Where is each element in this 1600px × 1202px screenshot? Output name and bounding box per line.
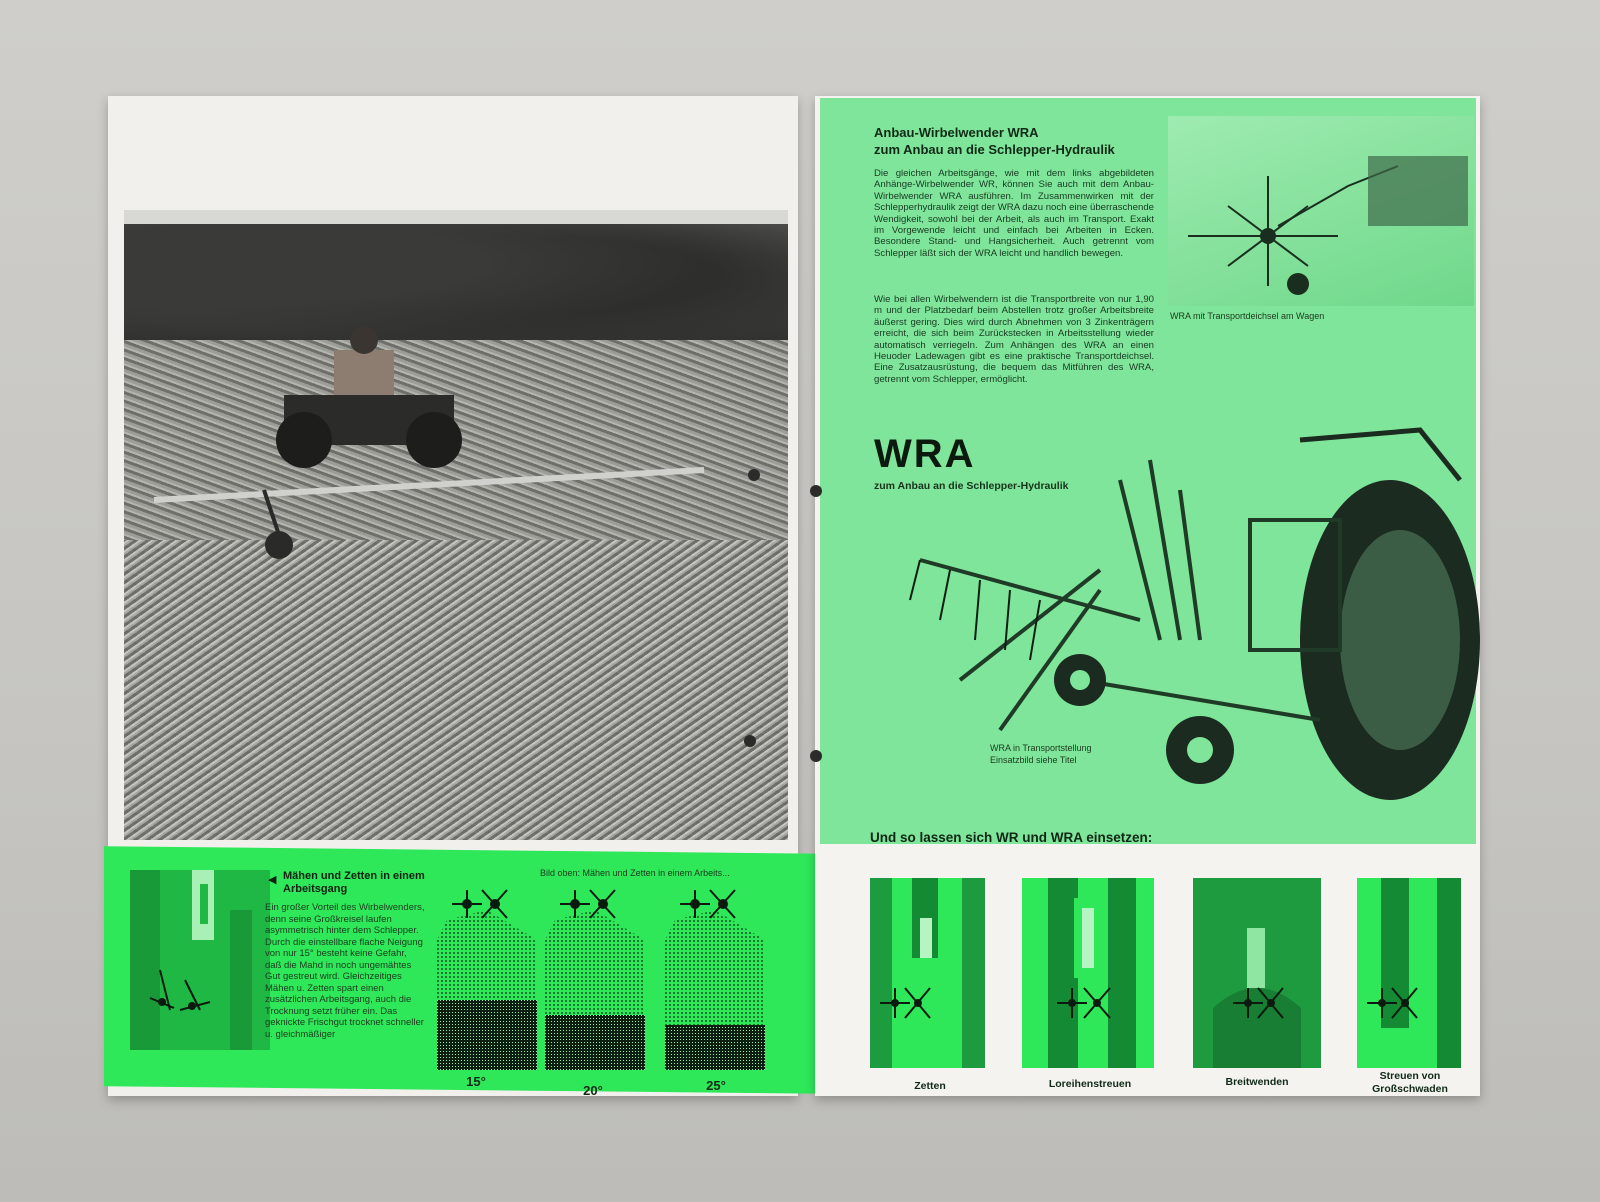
product-title: WRA	[874, 432, 976, 476]
mode-label-streuen-line-2: Großschwaden	[1372, 1083, 1448, 1095]
tractor-photo	[124, 210, 788, 840]
mode-label-zetten	[880, 1080, 980, 1093]
mode-panel-breitwenden	[1193, 878, 1321, 1068]
mode-panel-streuen-grossschwaden	[1357, 878, 1461, 1068]
photo-caption: Bild oben: Mähen und Zetten in einem Arbeits...	[540, 868, 730, 878]
mode-label-zetten-text: Zetten	[914, 1080, 946, 1092]
mowing-heading: Mähen und Zetten in einem Arbeitsgang	[283, 870, 425, 895]
headline-line-1: Anbau-Wirbelwender WRA	[874, 125, 1039, 140]
product-subtitle: zum Anbau an die Schlepper-Hydraulik	[874, 480, 1069, 492]
punch-hole	[748, 469, 760, 481]
mode-label-streuen-line-1: Streuen von	[1379, 1070, 1441, 1082]
body-paragraph-2: Wie bei allen Wirbelwendern ist die Transportbreite von nur 1,90 m und der Platzbedarf beim Abstellen trotz großer Arbeitsbreite äußerst gering. Dies wird durch Abnehmen von 3 Zinkenträgern erreicht, die sich beim Zurückstecken in Arbeitsstellung wieder automatisch verriegeln. Zum Anhängen des WRA an einen Heuoder Ladewagen gibt es eine praktische Transportdeichsel. Eine Zusatzausrüstung, die bequem das Mitführen des WRA, getrennt vom Schlepper, ermöglicht.	[874, 294, 1154, 385]
angle-diagram-25	[665, 880, 775, 1080]
punch-hole	[744, 735, 756, 747]
mowing-section	[265, 870, 425, 1040]
mowing-text: Ein großer Vorteil des Wirbelwenders, denn seine Großkreisel laufen asymmetrisch hinter dem Schlepper. Durch die einstellbare flache Neigung von nur 15° besteht keine Gefahr, daß die Mahd in noch ungemähtes Gut gestreut wird. Gleichzeitiges Mähen u. Zetten spart einen zusätzlichen Arbeitsgang, auch die Trocknung setzt früher ein. Das geknickte Frischgut trocknet schneller u. gleichmäßiger	[265, 902, 425, 1040]
rake-arms	[144, 440, 764, 560]
pivot-diagram	[130, 870, 270, 1050]
machine-drawing	[880, 420, 1480, 820]
inset-photo	[1168, 116, 1474, 306]
machine-caption-line-2: Einsatzbild siehe Titel	[990, 755, 1077, 765]
angle-label-20: 20°	[583, 1083, 603, 1098]
mode-panel-zetten	[870, 878, 985, 1068]
punch-hole	[810, 750, 822, 762]
inset-caption: WRA mit Transportdeichsel am Wagen	[1170, 311, 1325, 321]
mode-panel-loreihenstreuen	[1022, 878, 1154, 1068]
mode-label-streuen	[1350, 1070, 1470, 1096]
angle-label-15: 15°	[466, 1074, 486, 1089]
punch-hole	[810, 485, 822, 497]
machine-caption-line-1: WRA in Transportstellung	[990, 743, 1092, 753]
angle-diagram-15	[437, 880, 547, 1080]
body-paragraph-1: Die gleichen Arbeitsgänge, wie mit dem links abgebildeten Anhänge-Wirbelwender WR, können Sie auch mit dem Anbau-Wirbelwender WRA ausführen. Im Zusammenwirken mit der Schlepperhydraulik zeigt der WRA dazu noch eine überraschende Wendigkeit, sowohl bei der Arbeit, als auch im Transport. Exakt im Vorgewende leicht und einfach bei Arbeiten in Ecken. Besondere Stand- und Hangsicherheit. Auch getrennt vom Schlepper läßt sich der WRA leicht und handlich bewegen.	[874, 168, 1154, 259]
angle-diagram-20	[545, 880, 655, 1080]
angle-label-25: 25°	[706, 1078, 726, 1093]
mode-label-breitwenden-text: Breitwenden	[1225, 1076, 1289, 1088]
machine-caption	[990, 742, 1092, 766]
headline-line-2: zum Anbau an die Schlepper-Hydraulik	[874, 142, 1115, 157]
page-headline	[874, 124, 1194, 158]
mode-label-breitwenden	[1197, 1076, 1317, 1089]
modes-title: Und so lassen sich WR und WRA einsetzen:	[870, 830, 1153, 845]
photo-hay	[124, 540, 788, 840]
arrow-left-icon: ◀	[268, 874, 277, 886]
mode-label-loreihenstreuen	[1030, 1078, 1150, 1091]
mode-label-loreihenstreuen-text: Loreihenstreuen	[1048, 1078, 1132, 1090]
